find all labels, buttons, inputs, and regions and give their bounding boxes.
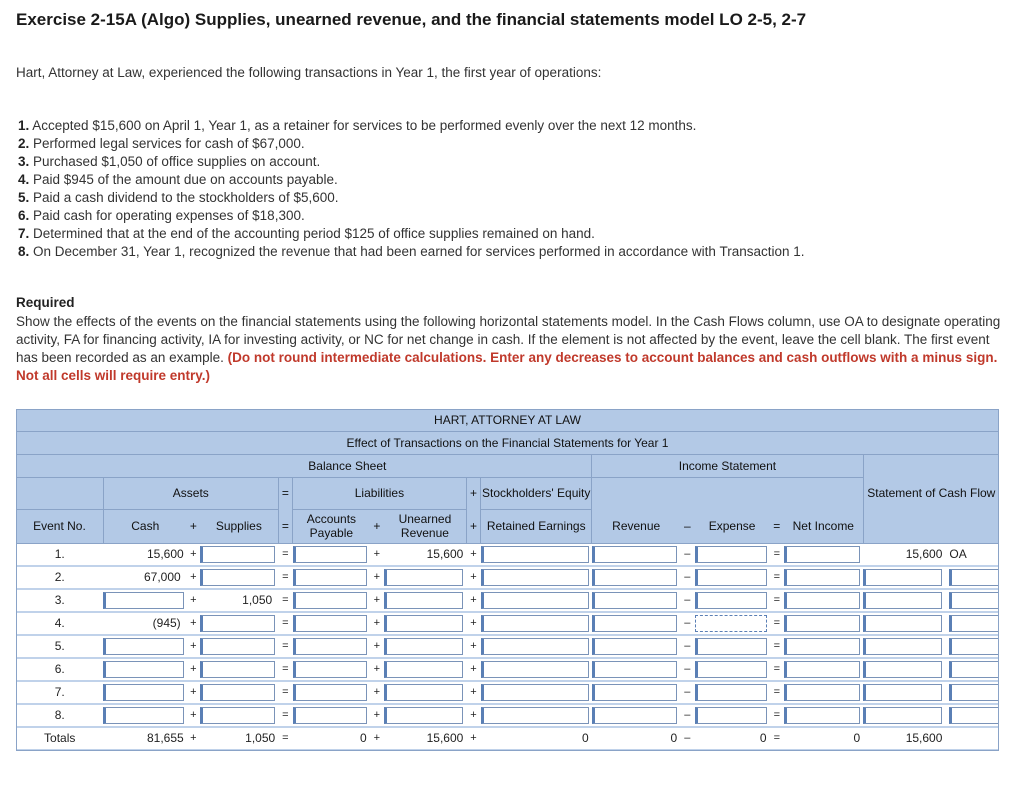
transaction-item: 2. Performed legal services for cash of $67,000.	[18, 136, 305, 151]
operator-sign: =	[770, 635, 784, 658]
event-number: 3.	[16, 589, 103, 612]
event-row	[16, 635, 999, 658]
supplies-header: Supplies	[200, 509, 278, 543]
cf-value: 15,600	[863, 727, 945, 750]
expense-header: Expense	[695, 509, 770, 543]
expense-input[interactable]	[695, 546, 767, 563]
expense-input[interactable]	[695, 661, 767, 678]
cash-input[interactable]: 67,000	[143, 569, 181, 584]
revenue-input[interactable]	[592, 707, 677, 724]
operator-sign: +	[187, 681, 200, 704]
cash-value: 15,600	[103, 543, 186, 566]
re-input[interactable]	[481, 569, 589, 586]
supplies-input[interactable]	[200, 684, 275, 701]
operator-sign: =	[278, 635, 292, 658]
revenue-header: Revenue	[592, 509, 680, 543]
assets-header: Assets	[103, 477, 278, 509]
operator-sign: –	[680, 635, 694, 658]
intro-text: Hart, Attorney at Law, experienced the following transactions in Year 1, the first year of operations:	[16, 65, 602, 80]
operator-sign: =	[278, 566, 292, 589]
operator-sign: –	[680, 566, 694, 589]
equals-sign: =	[278, 477, 292, 509]
operator-sign: =	[770, 612, 784, 635]
totals-row	[16, 727, 999, 750]
ap-input[interactable]	[293, 569, 367, 586]
cash-input[interactable]: (945)	[152, 615, 181, 630]
model-company: HART, ATTORNEY AT LAW	[16, 409, 999, 431]
unearned-input[interactable]	[384, 569, 463, 586]
model-body	[16, 543, 999, 750]
operator-sign: –	[680, 727, 694, 750]
operator-sign: +	[187, 566, 200, 589]
required-emphasis: (Do not round intermediate calculations. Enter any decreases to account balances and cash outflows with a minus sign. Not all cells will require entry.)	[16, 350, 998, 383]
re-input[interactable]	[481, 707, 589, 724]
operator-sign: +	[466, 727, 480, 750]
operator-sign: +	[370, 566, 384, 589]
revenue-input[interactable]	[592, 569, 677, 586]
operator-sign: +	[187, 612, 200, 635]
statements-model-table: HART, ATTORNEY AT LAW Effect of Transactions on the Financial Statements for Year 1 Balance Sheet Income Statement Assets = Liabilities + Stockholders' Equity Statement of Cash Flow Event No. Cash + Supplies = Accounts Payable + Unearned Revenue + Retained Earnings Revenue – Expense = Net Income 1. 15,600 + = + 15,600 + – = 15,600 OA 2. 67,000 + = + + – = 3. + 1,050 = + + – = 4. (945) + = + + – = 5. + = + + – = 6. + = + + – = 7. + = + + – = 8. + = + + – = Totals 81,655 + 1,050 = 0 + 15,600 + 0 0 – 0 = 0 15,600	[16, 409, 999, 751]
re-input[interactable]	[481, 684, 589, 701]
exercise-title: Exercise 2-15A (Algo) Supplies, unearned revenue, and the financial statements model LO 2-5, 2-7	[16, 10, 807, 29]
supplies-input[interactable]	[200, 569, 275, 586]
cf-input[interactable]	[863, 707, 942, 724]
model-subtitle: Effect of Transactions on the Financial Statements for Year 1	[16, 431, 999, 454]
operator-sign: –	[680, 543, 694, 566]
operator-sign: =	[770, 704, 784, 727]
unearned-input[interactable]	[384, 684, 463, 701]
transaction-item: 4. Paid $945 of the amount due on accounts payable.	[18, 172, 338, 187]
ni-input[interactable]	[784, 569, 860, 586]
event-number: 7.	[16, 681, 103, 704]
re-value: 0	[481, 727, 592, 750]
ap-input[interactable]	[293, 707, 367, 724]
revenue-input[interactable]	[592, 546, 677, 563]
stockholders-equity-header: Stockholders' Equity	[481, 477, 592, 509]
ap-input[interactable]	[293, 546, 367, 563]
event-row	[16, 681, 999, 704]
operator-sign: =	[770, 727, 784, 750]
event-row	[16, 612, 999, 635]
transaction-item: 5. Paid a cash dividend to the stockholders of $5,600.	[18, 190, 339, 205]
cash-flow-type: OA	[945, 543, 999, 566]
operator-sign: +	[466, 635, 480, 658]
operator-sign: –	[680, 658, 694, 681]
income-statement-header: Income Statement	[592, 454, 863, 477]
totals-label: Totals	[16, 727, 103, 750]
operator-sign: +	[187, 658, 200, 681]
ni-input[interactable]	[784, 661, 860, 678]
cash-input[interactable]	[103, 707, 183, 724]
operator-sign: +	[466, 543, 480, 566]
cf-input[interactable]	[863, 569, 942, 586]
cash-flow-type-input[interactable]	[949, 592, 999, 609]
cf-input[interactable]	[863, 684, 942, 701]
operator-sign: +	[370, 681, 384, 704]
event-number: 8.	[16, 704, 103, 727]
supplies-input[interactable]	[200, 638, 275, 655]
operator-sign: =	[770, 658, 784, 681]
operator-sign: –	[680, 589, 694, 612]
cash-input[interactable]	[103, 638, 183, 655]
cash-header: Cash	[103, 509, 186, 543]
expense-input[interactable]	[695, 569, 767, 586]
statement-cash-flow-header: Statement of Cash Flow	[863, 477, 999, 509]
event-row	[16, 543, 999, 566]
cash-flow-type-input[interactable]	[949, 615, 999, 632]
operator-sign: +	[370, 612, 384, 635]
re-input[interactable]	[481, 661, 589, 678]
operator-sign: +	[187, 543, 200, 566]
unearned-revenue-header: Unearned Revenue	[384, 509, 466, 543]
retained-earnings-header: Retained Earnings	[481, 509, 592, 543]
cf-value: 15,600	[863, 543, 945, 566]
supplies-input[interactable]: 1,050	[242, 592, 273, 607]
event-row	[16, 704, 999, 727]
cash-input[interactable]	[103, 684, 183, 701]
ap-input[interactable]	[293, 615, 367, 632]
unearned-input[interactable]	[384, 638, 463, 655]
cash-flow-type-input[interactable]	[949, 661, 999, 678]
operator-sign: =	[770, 543, 784, 566]
re-input[interactable]	[481, 638, 589, 655]
unearned-input[interactable]	[384, 615, 463, 632]
re-input[interactable]	[481, 592, 589, 609]
cash-flow-type-input[interactable]	[949, 638, 999, 655]
expense-input[interactable]	[695, 707, 767, 724]
supplies-input[interactable]	[200, 661, 275, 678]
operator-sign: +	[187, 704, 200, 727]
operator-sign: +	[370, 704, 384, 727]
transaction-item: 1. Accepted $15,600 on April 1, Year 1, as a retainer for services to be performed evenly over the next 12 months.	[18, 118, 697, 133]
operator-sign: –	[680, 704, 694, 727]
cf-input[interactable]	[863, 661, 942, 678]
operator-sign: –	[680, 612, 694, 635]
transaction-list	[18, 117, 805, 261]
operator-sign: +	[370, 727, 384, 750]
cf-input[interactable]	[863, 592, 942, 609]
event-row	[16, 589, 999, 612]
unearned-input[interactable]	[384, 707, 463, 724]
revenue-input[interactable]	[592, 684, 677, 701]
event-number: 1.	[16, 543, 103, 566]
ap-input[interactable]	[293, 661, 367, 678]
cf-input[interactable]	[863, 638, 942, 655]
cash-input[interactable]	[103, 592, 183, 609]
supplies-value: 1,050	[200, 727, 278, 750]
ni-input[interactable]	[784, 707, 860, 724]
cf-input[interactable]	[863, 615, 942, 632]
ap-input[interactable]	[293, 638, 367, 655]
revenue-input[interactable]	[592, 661, 677, 678]
event-row	[16, 566, 999, 589]
operator-sign: +	[370, 635, 384, 658]
ap-input[interactable]	[293, 592, 367, 609]
operator-sign: =	[278, 543, 292, 566]
cash-flow-type-input[interactable]	[949, 569, 999, 586]
operator-sign: +	[466, 704, 480, 727]
transaction-item: 6. Paid cash for operating expenses of $18,300.	[18, 208, 305, 223]
cash-flow-type-input[interactable]	[949, 684, 999, 701]
event-number: 6.	[16, 658, 103, 681]
revenue-input[interactable]	[592, 592, 677, 609]
ni-input[interactable]	[784, 592, 860, 609]
operator-sign: +	[466, 566, 480, 589]
event-no-header: Event No.	[16, 509, 103, 543]
plus-sign: +	[466, 477, 480, 509]
cash-value: 81,655	[103, 727, 186, 750]
expense-input[interactable]	[695, 638, 767, 655]
cash-flow-type-input[interactable]	[949, 707, 999, 724]
supplies-input[interactable]	[200, 707, 275, 724]
ni-input[interactable]	[784, 684, 860, 701]
unearned-input[interactable]	[384, 661, 463, 678]
operator-sign: –	[680, 681, 694, 704]
expense-input[interactable]	[695, 684, 767, 701]
ap-value: 0	[293, 727, 370, 750]
operator-sign: +	[466, 589, 480, 612]
supplies-input[interactable]	[200, 546, 275, 563]
event-number: 4.	[16, 612, 103, 635]
transaction-item: 8. On December 31, Year 1, recognized the revenue that had been earned for services performed in accordance with Transaction 1.	[18, 244, 805, 259]
expense-input[interactable]	[695, 615, 767, 632]
operator-sign: +	[370, 543, 384, 566]
ni-input[interactable]	[784, 615, 860, 632]
statements-model	[16, 409, 999, 751]
operator-sign: =	[770, 589, 784, 612]
revenue-input[interactable]	[592, 638, 677, 655]
event-number: 2.	[16, 566, 103, 589]
re-input[interactable]	[481, 546, 589, 563]
ni-value: 0	[784, 727, 863, 750]
re-input[interactable]	[481, 615, 589, 632]
event-number: 5.	[16, 635, 103, 658]
operator-sign: +	[466, 658, 480, 681]
required-text: Show the effects of the events on the financial statements using the following horizontal statements model. In the Cash Flows column, use OA to designate operating activity, FA for financing activity, IA for investing activity, or NC for net change in cash. If the element is not affected by the event, leave the cell blank. The first event has been recorded as an example. (Do not round intermediate calculations. Enter any decreases to account balances and cash outflows with a minus sign. Not all cells will require entry.)	[16, 314, 1001, 383]
operator-sign: =	[278, 704, 292, 727]
accounts-payable-header: Accounts Payable	[293, 509, 370, 543]
liabilities-header: Liabilities	[293, 477, 467, 509]
operator-sign: =	[278, 658, 292, 681]
ni-input[interactable]	[784, 546, 860, 563]
operator-sign: +	[187, 589, 200, 612]
operator-sign: +	[187, 727, 200, 750]
event-row	[16, 658, 999, 681]
operator-sign: +	[466, 681, 480, 704]
ni-input[interactable]	[784, 638, 860, 655]
operator-sign: =	[770, 681, 784, 704]
cash-input[interactable]	[103, 661, 183, 678]
operator-sign: +	[370, 589, 384, 612]
transaction-item: 3. Purchased $1,050 of office supplies on account.	[18, 154, 321, 169]
operator-sign: =	[278, 727, 292, 750]
ap-input[interactable]	[293, 684, 367, 701]
expense-value: 0	[695, 727, 770, 750]
supplies-input[interactable]	[200, 615, 275, 632]
expense-input[interactable]	[695, 592, 767, 609]
operator-sign: =	[278, 589, 292, 612]
operator-sign: =	[278, 681, 292, 704]
net-income-header: Net Income	[784, 509, 863, 543]
balance-sheet-header: Balance Sheet	[103, 454, 591, 477]
cash-flow-type-blank	[945, 727, 999, 750]
transaction-item: 7. Determined that at the end of the accounting period $125 of office supplies remained on hand.	[18, 226, 595, 241]
revenue-value: 0	[592, 727, 680, 750]
operator-sign: =	[278, 612, 292, 635]
unearned-value: 15,600	[384, 543, 466, 566]
operator-sign: +	[370, 658, 384, 681]
revenue-input[interactable]	[592, 615, 677, 632]
unearned-value: 15,600	[384, 727, 466, 750]
unearned-input[interactable]	[384, 592, 463, 609]
operator-sign: +	[187, 635, 200, 658]
required-heading: Required	[16, 295, 75, 310]
operator-sign: =	[770, 566, 784, 589]
operator-sign: +	[466, 612, 480, 635]
